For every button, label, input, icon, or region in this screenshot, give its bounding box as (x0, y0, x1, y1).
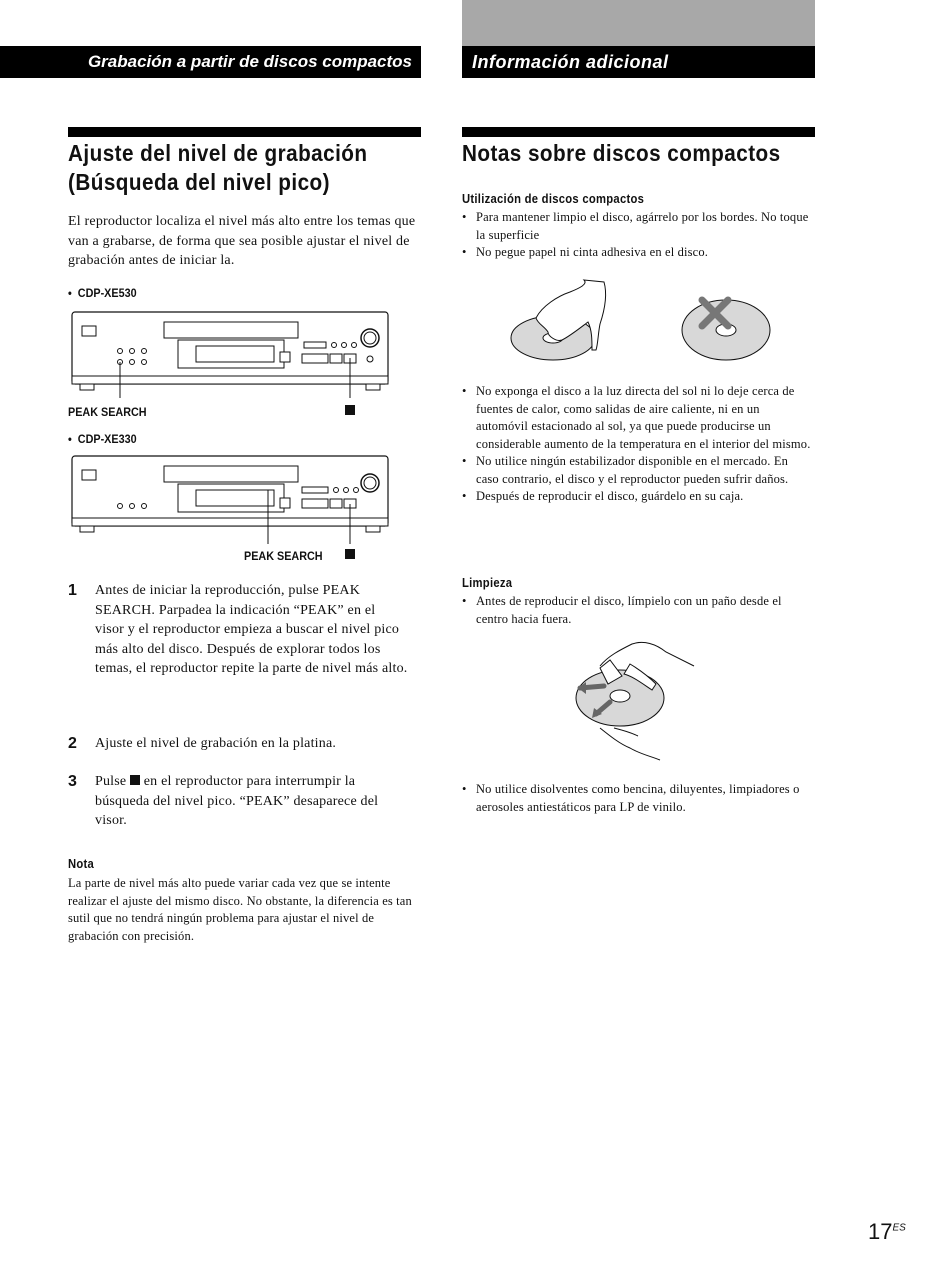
step-text: Pulse en el reproductor para interrumpir la búsqueda del nivel pico. “PEAK” desaparece del visor. (95, 774, 379, 828)
left-section-title: Grabación a partir de discos compactos (87, 52, 412, 71)
stop-icon (345, 549, 355, 559)
right-section-title: Información adicional (472, 52, 669, 72)
cd-player-xe530-illustration (68, 308, 393, 398)
step-1 (68, 581, 408, 679)
usage-list-continued (462, 383, 814, 506)
step-text: Antes de iniciar la reproducción, pulse PEAK SEARCH. Parpadea la indicación “PEAK” en el visor y el reproductor empieza a buscar el nivel pico más alto del disco. Después de explorar todos los temas, el reproductor repite la parte de nivel más alto. (95, 583, 408, 676)
disc-cleaning-illustration (570, 636, 700, 762)
step-text: Ajuste el nivel de grabación en la platina. (95, 736, 337, 751)
right-title-rule (462, 127, 815, 137)
cleaning-list (462, 593, 814, 628)
list-item: • No utilice ningún estabilizador disponible en el mercado. En caso contrario, el disco y el reproductor pueden sufrir daños. (462, 453, 814, 488)
step-number: 3 (68, 773, 78, 790)
list-item: • Para mantener limpio el disco, agárrelo por los bordes. No toque la superficie (462, 209, 814, 244)
usage-heading: Utilización de discos compactos (462, 192, 645, 206)
step-3 (68, 772, 408, 831)
disc-hold-illustration (508, 278, 618, 364)
page-title: Ajuste del nivel de grabación (Búsqueda del nivel pico) (68, 140, 368, 195)
peak-search-label-xe530: PEAK SEARCH (68, 405, 147, 419)
list-item: • Antes de reproducir el disco, límpielo con un paño desde el centro hacia fuera. (462, 593, 814, 628)
note-heading: Nota (68, 857, 95, 871)
right-section-tab (462, 0, 815, 46)
left-section-header (0, 46, 421, 78)
note-text: La parte de nivel más alto puede variar cada vez que se intente realizar el ajuste del mismo disco. No obstante, la diferencia es tan sutil que no tendrá ningún problema para ajustar el nivel de grabación con precisión. (68, 876, 412, 943)
left-title-rule (68, 127, 421, 137)
step-number: 2 (68, 735, 78, 752)
cd-player-xe330-illustration (68, 452, 393, 544)
step-2 (68, 734, 408, 754)
step-number: 1 (68, 582, 78, 599)
cleaning-list-continued (462, 781, 814, 816)
cleaning-heading: Limpieza (462, 576, 513, 590)
stop-icon (345, 405, 355, 415)
model-label-xe530: • CDP-XE530 (68, 286, 137, 300)
usage-list (462, 209, 814, 262)
intro-paragraph: El reproductor localiza el nivel más alto entre los temas que van a grabarse, de forma que sea posible ajustar el nivel de grabación antes de iniciar la. (68, 214, 416, 268)
list-item: • No exponga el disco a la luz directa del sol ni lo deje cerca de fuentes de calor, como salidas de aire caliente, ni en un automóvil estacionado al sol, ya que puede producirse un considerable aumento de la temperatura en el interior del mismo. (462, 383, 814, 453)
stop-icon (130, 775, 140, 785)
model-label-xe330: • CDP-XE330 (68, 432, 137, 446)
list-item: • No utilice disolventes como bencina, diluyentes, limpiadores o aerosoles antiestáticos para LP de vinilo. (462, 781, 814, 816)
list-item: • Después de reproducir el disco, guárdelo en su caja. (462, 488, 814, 506)
page-number: $17^{ES}$ (868, 1219, 906, 1244)
peak-search-label-xe330: PEAK SEARCH (244, 549, 323, 563)
right-section-header (462, 46, 815, 78)
section-title: Notas sobre discos compactos (462, 140, 781, 166)
list-item: • No pegue papel ni cinta adhesiva en el disco. (462, 244, 814, 262)
disc-no-tape-illustration (680, 290, 774, 364)
